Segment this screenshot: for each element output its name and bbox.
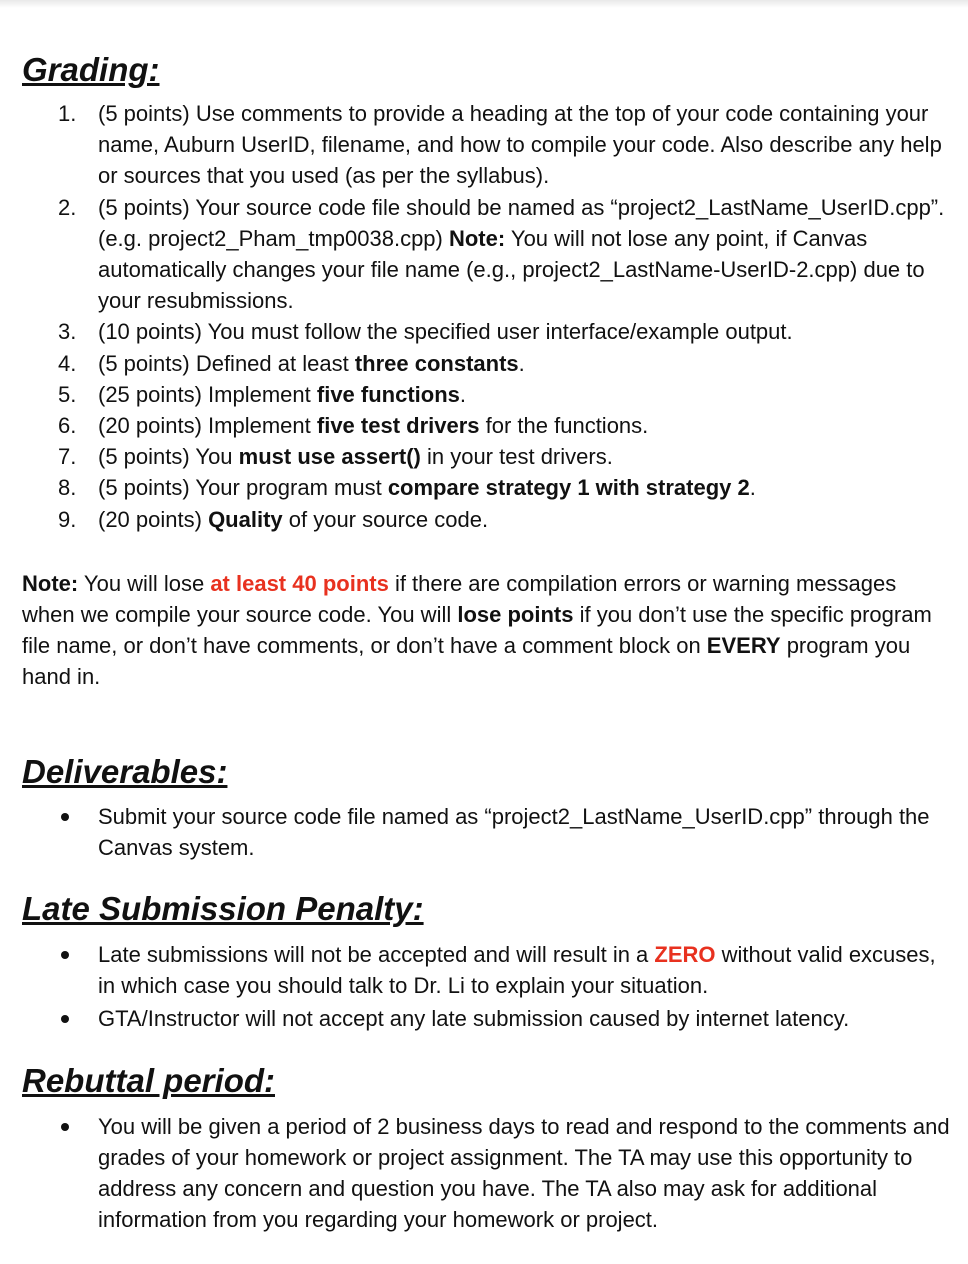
item-number: 2. bbox=[58, 194, 77, 220]
item-number: 5. bbox=[58, 381, 77, 407]
bold-text: Note: bbox=[448, 225, 506, 251]
item-text bbox=[98, 101, 942, 188]
grading-item bbox=[22, 472, 952, 503]
deliverables-item bbox=[22, 801, 952, 863]
item-text bbox=[98, 319, 793, 344]
bold-text: three constants bbox=[354, 350, 519, 376]
text-run: (20 points) bbox=[98, 506, 209, 532]
grading-item bbox=[22, 441, 952, 472]
text-run: (5 points) Your program must bbox=[98, 475, 388, 501]
bullet-icon bbox=[61, 1015, 69, 1023]
item-number: 6. bbox=[58, 413, 77, 439]
text-run: for the functions. bbox=[479, 413, 649, 439]
deliverables-section bbox=[22, 752, 952, 863]
deliverables-heading: Deliverables: bbox=[22, 752, 228, 790]
item-number: 4. bbox=[58, 350, 77, 376]
item-text bbox=[98, 507, 488, 532]
text-run: (10 points) You must follow the specified user interface/example output. bbox=[98, 319, 793, 345]
item-text bbox=[98, 1114, 950, 1233]
text-run: if there are compilation errors or warning messages when we compile your source code. You will bbox=[22, 570, 897, 628]
item-number: 1. bbox=[58, 101, 77, 126]
document-page bbox=[22, 51, 952, 1235]
text-run: in your test drivers. bbox=[420, 444, 613, 470]
grading-list bbox=[22, 98, 952, 535]
text-run: (20 points) Implement bbox=[98, 413, 317, 439]
item-number: 9. bbox=[58, 506, 77, 532]
text-run: of your source code. bbox=[282, 506, 489, 532]
late-submission-item bbox=[22, 939, 952, 1001]
grading-item bbox=[22, 504, 952, 535]
item-text bbox=[98, 444, 613, 469]
rebuttal-heading: Rebuttal period: bbox=[22, 1061, 275, 1099]
grading-heading: Grading: bbox=[22, 51, 160, 88]
item-text bbox=[98, 413, 648, 438]
bullet-icon bbox=[61, 813, 69, 821]
note-paragraph bbox=[22, 568, 952, 693]
text-run: You will lose bbox=[78, 570, 211, 596]
item-text bbox=[98, 942, 936, 998]
bullet-icon bbox=[61, 951, 69, 959]
grading-item bbox=[22, 316, 952, 347]
text-run: GTA/Instructor will not accept any late submission caused by internet latency. bbox=[98, 1006, 850, 1032]
late-submission-section bbox=[22, 890, 952, 1035]
bold-text: Quality bbox=[208, 506, 283, 532]
grading-item bbox=[22, 192, 952, 317]
late-submission-item bbox=[22, 1003, 952, 1034]
bold-text: five test drivers bbox=[316, 413, 480, 439]
highlight-text: at least 40 points bbox=[210, 570, 389, 596]
item-number: 8. bbox=[58, 475, 77, 501]
text-run: . bbox=[459, 381, 467, 407]
bold-text: must use assert() bbox=[238, 444, 421, 470]
text-run: You will not lose any point, if Canvas automatically changes your file name (e.g., project2_LastName-UserID-2.cpp) due to your resubmissions. bbox=[98, 225, 925, 314]
text-run: program you hand in. bbox=[22, 633, 911, 690]
rebuttal-section bbox=[22, 1061, 952, 1236]
grading-section bbox=[22, 51, 952, 535]
text-run: Late submissions will not be accepted and will result in a bbox=[98, 942, 655, 968]
text-run: without valid excuses, in which case you should talk to Dr. Li to explain your situation. bbox=[98, 942, 936, 999]
grading-item bbox=[22, 348, 952, 379]
text-run: Submit your source code file named as “project2_LastName_UserID.cpp” through the Canvas system. bbox=[98, 803, 930, 860]
page-top-shadow bbox=[0, 0, 968, 8]
item-text bbox=[98, 195, 944, 314]
item-number: 7. bbox=[58, 444, 77, 470]
grading-item bbox=[22, 410, 952, 441]
rebuttal-list bbox=[22, 1111, 952, 1236]
grading-item bbox=[22, 98, 952, 192]
rebuttal-item bbox=[22, 1111, 952, 1236]
text-run: (5 points) Your source code file should be named as “project2_LastName_UserID.cpp”. (e.g. project2_Pham_tmp0038.cpp) bbox=[98, 194, 945, 251]
bold-text: Note: bbox=[22, 570, 79, 596]
highlight-text: ZERO bbox=[654, 942, 716, 968]
text-run: . bbox=[518, 350, 525, 376]
bold-text: EVERY bbox=[706, 633, 781, 659]
bold-text: compare strategy 1 with strategy 2 bbox=[387, 475, 750, 501]
text-run: You will be given a period of 2 business days to read and respond to the comments and grades of your homework or project assignment. The TA may use this opportunity to address any concern and question you have. The TA also may ask for additional information from you regarding your homework or project. bbox=[98, 1113, 950, 1233]
text-run: if you don’t use the specific program file name, or don’t have comments, or don’t have a comment block on bbox=[22, 602, 932, 659]
item-text bbox=[98, 1006, 849, 1031]
text-run: . bbox=[749, 475, 756, 501]
item-text bbox=[98, 382, 466, 407]
bold-text: lose points bbox=[457, 602, 574, 628]
text-run: (5 points) Defined at least bbox=[98, 350, 355, 376]
text-run: (25 points) Implement bbox=[98, 381, 317, 407]
bullet-icon bbox=[61, 1123, 69, 1131]
item-number: 3. bbox=[58, 319, 77, 345]
item-text bbox=[98, 804, 930, 860]
deliverables-list bbox=[22, 801, 952, 863]
item-text bbox=[98, 475, 756, 500]
item-text bbox=[98, 351, 525, 376]
grading-item bbox=[22, 379, 952, 410]
late-submission-list bbox=[22, 939, 952, 1035]
text-run: (5 points) You bbox=[98, 444, 239, 470]
late-submission-heading: Late Submission Penalty: bbox=[22, 890, 424, 928]
text-run: (5 points) Use comments to provide a heading at the top of your code containing your name, Auburn UserID, filename, and how to compile your code. Also describe any help or sources that you used (as per the syllabus). bbox=[98, 101, 942, 189]
bold-text: five functions bbox=[316, 381, 460, 407]
